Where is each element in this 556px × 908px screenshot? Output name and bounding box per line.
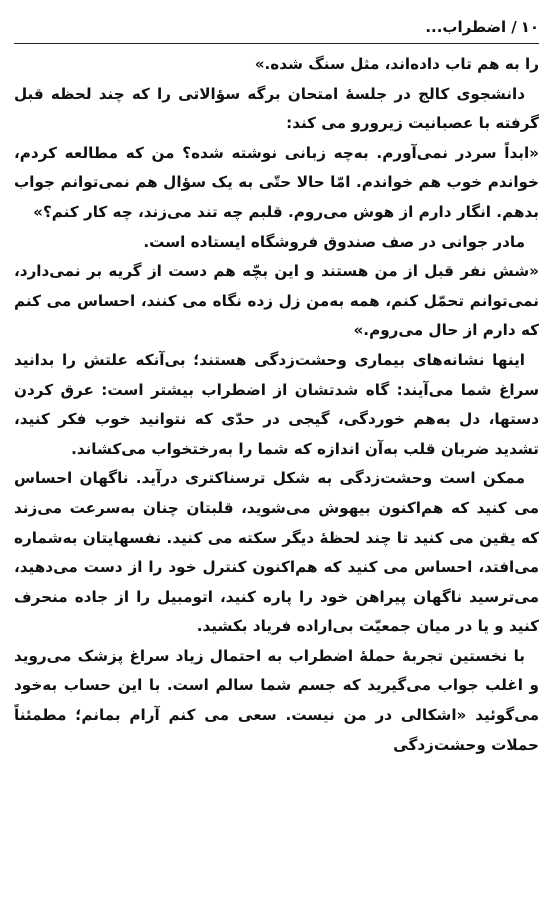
paragraph-mother: مادر جوانی در صف صندوق فروشگاه ایستاده است. [143, 232, 525, 251]
header-divider [14, 43, 539, 44]
paragraph-first-experience: با نخستین تجربهٔ حملهٔ اضطراب به احتمال زیاد سراغ پزشک می‌روید و اغلب جواب می‌گیرید که جسم شما سالم است. با این حساب به‌خود می‌گوئید «اشکالی در من نیست. سعی می کنم آرام بمانم؛ مطمئناً حملات وحشت‌زدگی [14, 646, 539, 754]
paragraph-quote-end: را به هم تاب داده‌اند، مثل سنگ شده.» [254, 55, 539, 73]
paragraph-panic: ممکن است وحشت‌زدگی به شکل ترسناکتری درآید. ناگهان احساس می کنید که هم‌اکنون بیهوش می‌شوید، قلبتان چنان به‌سرعت می‌زند که یقین می کنید تا چند لحظهٔ دیگر سکته می کنید. نفسهایتان به‌شماره می‌افتد، احساس می کنید که هم‌اکنون کنترل خود را از دست می‌دهید، می‌ترسید ناگهان پیراهن خود را پاره کنید، اتومبیل را از جاده منحرف کنید و یا در میان جمعیّت بی‌اراده فریاد بکشید. [14, 469, 539, 636]
page-number: ۱۰ [520, 18, 539, 36]
paragraph-student-quote: «ابداً سردر نمی‌آورم. به‌چه زبانی نوشته شده؟ من که مطالعه کردم، خواندم خوب هم خواندم. امّا حالا حتّی به یک سؤال هم نمی‌توانم جواب بدهم. انگار دارم از هوش می‌روم. قلبم چه تند می‌زند، چه کار کنم؟» [14, 143, 539, 221]
running-title: اضطراب... [425, 18, 507, 36]
header-separator: / [511, 18, 517, 36]
paragraph-symptoms: اینها نشانه‌های بیماری وحشت‌زدگی هستند؛ بی‌آنکه علتش را بدانید سراغ شما می‌آیند: گاه شدتشان از اضطراب بیشتر است: عرق کردن دستها، دل به‌هم خوردگی، گیجی در حدّی که نتوانید خوب فکر کنید، تشدید ضربان قلب به‌آن اندازه که شما را به‌رختخواب می‌کشاند. [14, 350, 539, 458]
body-text [14, 50, 539, 760]
page-header [14, 14, 539, 40]
paragraph-student: دانشجوی کالج در جلسهٔ امتحان برگه سؤالاتی را که چند لحظه قبل گرفته با عصبانیت زیرورو می کند: [14, 84, 539, 133]
paragraph-mother-quote: «شش نفر قبل از من هستند و این بچّه هم دست از گریه بر نمی‌دارد، نمی‌توانم تحمّل کنم، همه به‌من زل زده نگاه می کنند، احساس می کنم که دارم از حال می‌روم.» [14, 262, 539, 340]
